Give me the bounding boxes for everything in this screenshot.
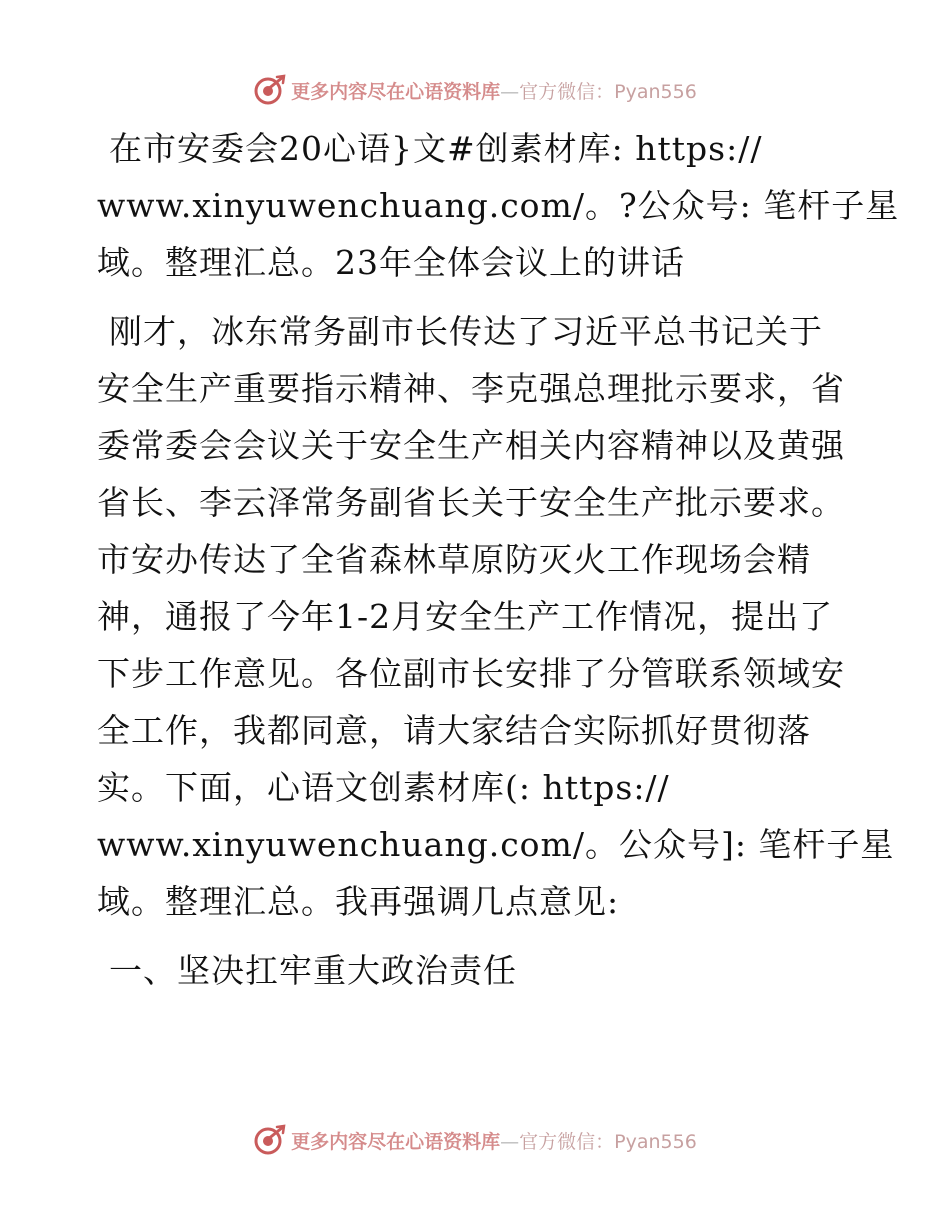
text-line: 市安办传达了全省森林草原防灭火工作现场会精 [97, 540, 811, 579]
text-line: 神，通报了今年1-2月安全生产工作情况，提出了 [97, 597, 834, 636]
text-line: 安全生产重要指示精神、李克强总理批示要求，省 [97, 369, 845, 408]
text-line: 省长、李云泽常务副省长关于安全生产批示要求。 [97, 483, 845, 522]
footer-banner [0, 1120, 950, 1160]
text-line: 域。整理汇总。23年全体会议上的讲话 [97, 243, 685, 282]
text-line: 全工作，我都同意，请大家结合实际抓好贯彻落 [97, 711, 811, 750]
document-body [97, 120, 900, 1011]
text-line: 在市安委会20心语}文#创素材库: https:// [109, 129, 763, 168]
banner-contact: 官方微信：Pyan556 [519, 1130, 697, 1153]
banner-contact: 官方微信：Pyan556 [519, 80, 697, 103]
brand-logo-icon [253, 1123, 287, 1157]
text-line: 委常委会会议关于安全生产相关内容精神以及黄强 [97, 426, 845, 465]
banner-title: 更多内容尽在心语资料库 [291, 1130, 501, 1153]
text-line: 域。整理汇总。我再强调几点意见: [97, 882, 620, 921]
section-heading-block [97, 942, 857, 999]
banner-title: 更多内容尽在心语资料库 [291, 80, 501, 103]
brand-logo-icon [253, 73, 287, 107]
text-line: www.xinyuwenchuang.com/。?公众号: 笔杆子星 [97, 186, 900, 225]
banner-dash: — [500, 80, 520, 103]
paragraph-intro [97, 120, 900, 291]
text-line: 刚才，冰东常务副市长传达了习近平总书记关于 [109, 312, 823, 351]
text-line: 下步工作意见。各位副市长安排了分管联系领域安 [97, 654, 845, 693]
header-banner [0, 70, 950, 110]
paragraph-main [97, 303, 895, 930]
section-heading: 一、坚决扛牢重大政治责任 [109, 951, 517, 990]
text-line: www.xinyuwenchuang.com/。公众号]: 笔杆子星 [97, 825, 895, 864]
banner-dash: — [500, 1130, 520, 1153]
text-line: 实。下面，心语文创素材库(: https:// [97, 768, 670, 807]
